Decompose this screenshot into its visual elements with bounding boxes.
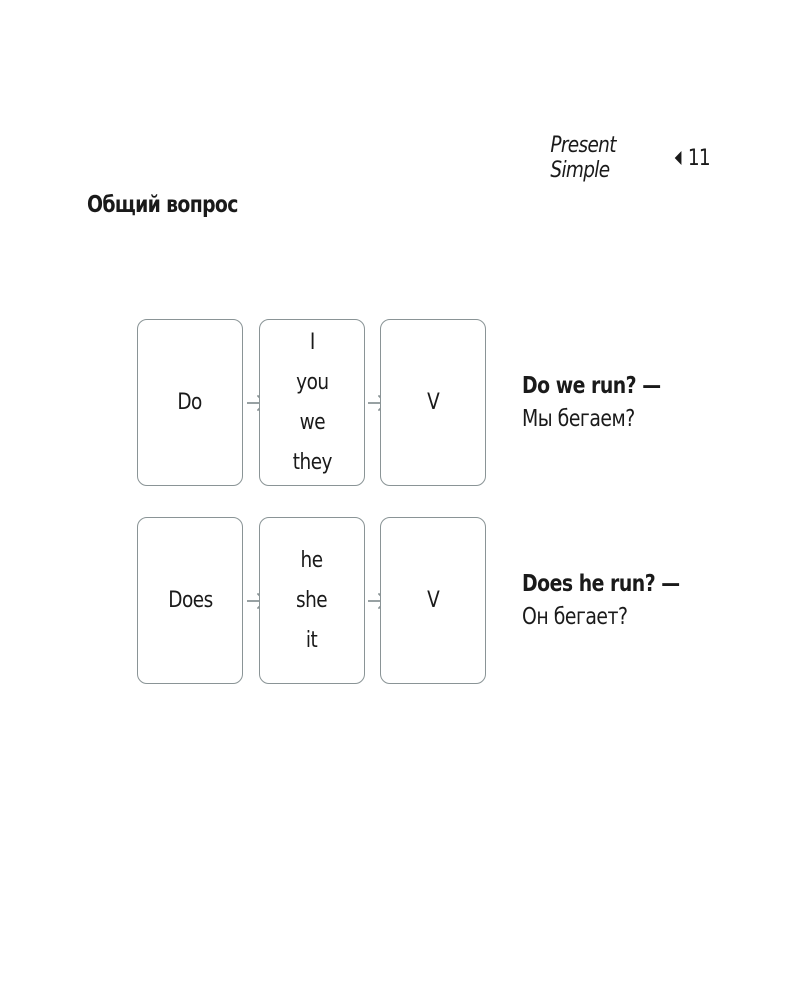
verb-symbol: V bbox=[426, 587, 440, 613]
section-title: Общий вопрос bbox=[87, 192, 238, 218]
verb-cell bbox=[380, 517, 486, 684]
example bbox=[522, 319, 697, 486]
rule-row-do bbox=[137, 319, 697, 488]
verb-cell bbox=[380, 319, 486, 486]
auxiliary-word: Do bbox=[177, 389, 203, 415]
example-translation: Мы бегаем? bbox=[522, 405, 635, 432]
example bbox=[522, 517, 697, 684]
page-number: 11 bbox=[687, 145, 710, 171]
verb-symbol: V bbox=[426, 389, 440, 415]
subject-item: she bbox=[296, 587, 328, 613]
subject-item: I bbox=[309, 329, 315, 355]
subject-item: he bbox=[300, 547, 324, 573]
running-head bbox=[550, 133, 710, 183]
left-triangle-icon bbox=[674, 151, 681, 165]
subject-item: you bbox=[295, 369, 329, 395]
subject-list bbox=[289, 323, 336, 483]
subject-list bbox=[293, 541, 330, 661]
subject-cell bbox=[259, 319, 365, 486]
subject-item: we bbox=[299, 409, 325, 435]
auxiliary-cell bbox=[137, 319, 243, 486]
example-question: Do we run? — bbox=[522, 372, 661, 399]
rule-row-does bbox=[137, 517, 697, 686]
subject-cell bbox=[259, 517, 365, 684]
subject-item: they bbox=[292, 449, 332, 475]
auxiliary-cell bbox=[137, 517, 243, 684]
running-head-title: Present Simple bbox=[550, 133, 616, 183]
example-question: Does he run? — bbox=[522, 570, 680, 597]
auxiliary-word: Does bbox=[167, 587, 213, 613]
example-translation: Он бегает? bbox=[522, 603, 628, 630]
subject-item: it bbox=[306, 627, 318, 653]
